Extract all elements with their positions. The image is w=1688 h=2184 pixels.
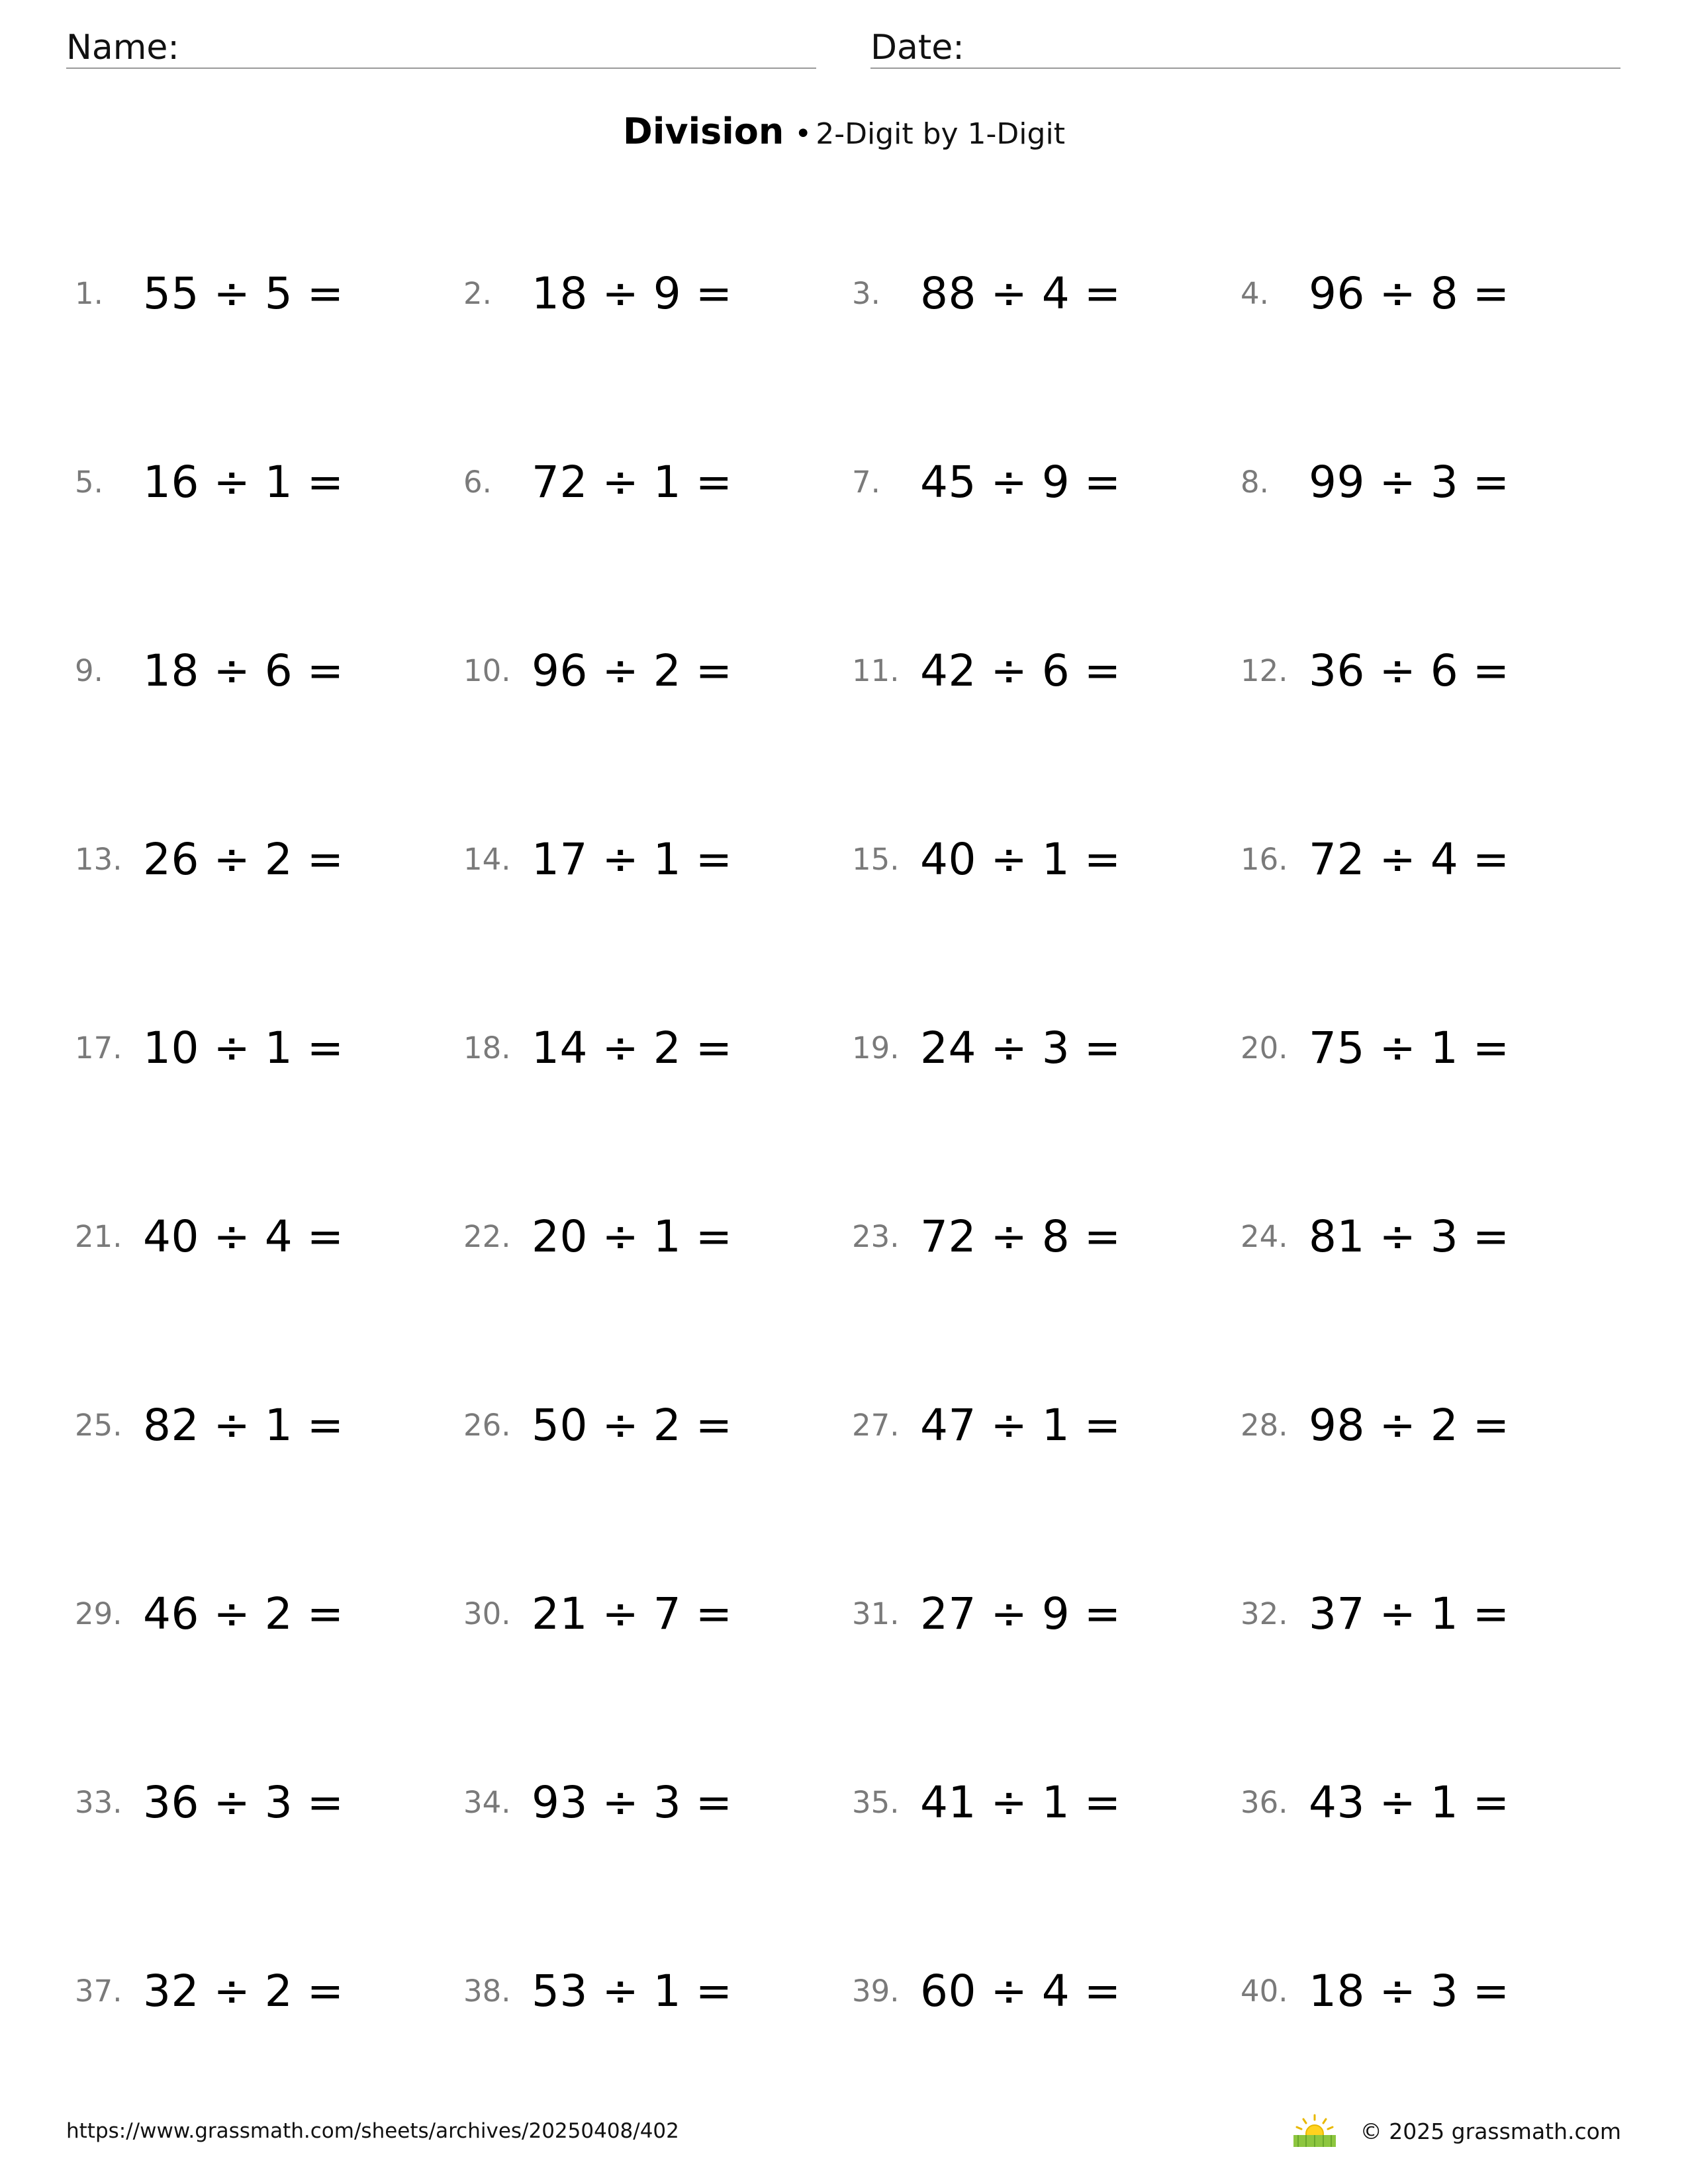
problem-expression: 72 ÷ 4 =: [1309, 833, 1510, 885]
problem-item: [1241, 1565, 1629, 1662]
problem-number: 24.: [1241, 1218, 1288, 1254]
problem-number: 31.: [852, 1596, 900, 1631]
problem-expression: 99 ÷ 3 =: [1309, 456, 1510, 508]
problem-number: 29.: [75, 1596, 122, 1631]
problem-expression: 18 ÷ 6 =: [143, 645, 344, 696]
problem-expression: 82 ÷ 1 =: [143, 1399, 344, 1451]
problem-item: [852, 811, 1241, 907]
problem-expression: 10 ÷ 1 =: [143, 1022, 344, 1073]
problem-expression: 26 ÷ 2 =: [143, 833, 344, 885]
problem-expression: 96 ÷ 8 =: [1309, 267, 1510, 319]
problem-number: 36.: [1241, 1784, 1288, 1820]
problem-item: [1241, 245, 1629, 341]
problem-item: [463, 999, 852, 1096]
name-field[interactable]: [66, 24, 816, 69]
title-subtitle: 2-Digit by 1-Digit: [816, 117, 1065, 151]
problem-item: [852, 433, 1241, 530]
problem-number: 34.: [463, 1784, 511, 1820]
problem-number: 13.: [75, 841, 122, 877]
problem-item: [463, 1754, 852, 1850]
problem-item: [75, 1377, 463, 1473]
problem-expression: 16 ÷ 1 =: [143, 456, 344, 508]
problem-number: 18.: [463, 1030, 511, 1066]
problem-expression: 98 ÷ 2 =: [1309, 1399, 1510, 1451]
problem-expression: 55 ÷ 5 =: [143, 267, 344, 319]
problem-expression: 72 ÷ 8 =: [920, 1210, 1121, 1262]
problem-item: [852, 1942, 1241, 2039]
problem-number: 4.: [1241, 275, 1269, 311]
problem-number: 23.: [852, 1218, 900, 1254]
footer-brand: [1291, 2111, 1621, 2151]
problem-expression: 45 ÷ 9 =: [920, 456, 1121, 508]
problem-expression: 27 ÷ 9 =: [920, 1588, 1121, 1639]
problem-item: [75, 433, 463, 530]
problem-expression: 75 ÷ 1 =: [1309, 1022, 1510, 1073]
problem-expression: 36 ÷ 6 =: [1309, 645, 1510, 696]
problem-number: 12.: [1241, 653, 1288, 688]
problem-number: 14.: [463, 841, 511, 877]
problem-item: [75, 1754, 463, 1850]
problem-number: 27.: [852, 1407, 900, 1443]
problem-number: 6.: [463, 464, 492, 500]
problem-item: [1241, 433, 1629, 530]
problem-expression: 93 ÷ 3 =: [532, 1776, 733, 1828]
problem-number: 21.: [75, 1218, 122, 1254]
problem-number: 25.: [75, 1407, 122, 1443]
problem-number: 38.: [463, 1973, 511, 2009]
problem-item: [75, 1565, 463, 1662]
problem-item: [463, 811, 852, 907]
problem-number: 16.: [1241, 841, 1288, 877]
problem-expression: 96 ÷ 2 =: [532, 645, 733, 696]
name-label: Name:: [66, 28, 179, 68]
problem-item: [852, 1188, 1241, 1285]
problem-item: [1241, 1942, 1629, 2039]
problem-expression: 14 ÷ 2 =: [532, 1022, 733, 1073]
problem-item: [75, 811, 463, 907]
problem-expression: 46 ÷ 2 =: [143, 1588, 344, 1639]
problem-number: 32.: [1241, 1596, 1288, 1631]
problem-expression: 40 ÷ 1 =: [920, 833, 1121, 885]
problem-expression: 40 ÷ 4 =: [143, 1210, 344, 1262]
problem-expression: 72 ÷ 1 =: [532, 456, 733, 508]
problem-expression: 53 ÷ 1 =: [532, 1965, 733, 2017]
problem-number: 15.: [852, 841, 900, 877]
problem-number: 8.: [1241, 464, 1269, 500]
problem-item: [1241, 1754, 1629, 1850]
problem-item: [463, 1188, 852, 1285]
problem-item: [1241, 1377, 1629, 1473]
problem-item: [75, 999, 463, 1096]
problem-expression: 18 ÷ 9 =: [532, 267, 733, 319]
problem-number: 5.: [75, 464, 103, 500]
problem-item: [463, 433, 852, 530]
worksheet-title: [0, 109, 1688, 155]
problem-expression: 42 ÷ 6 =: [920, 645, 1121, 696]
problem-item: [1241, 1188, 1629, 1285]
problem-number: 39.: [852, 1973, 900, 2009]
problem-item: [852, 1754, 1241, 1850]
problem-item: [75, 1188, 463, 1285]
problem-expression: 60 ÷ 4 =: [920, 1965, 1121, 2017]
problem-item: [852, 622, 1241, 719]
problem-item: [75, 245, 463, 341]
problem-number: 26.: [463, 1407, 511, 1443]
problem-item: [1241, 811, 1629, 907]
problem-number: 9.: [75, 653, 103, 688]
problem-item: [463, 1942, 852, 2039]
problem-item: [852, 999, 1241, 1096]
problem-expression: 81 ÷ 3 =: [1309, 1210, 1510, 1262]
problem-expression: 21 ÷ 7 =: [532, 1588, 733, 1639]
problem-number: 40.: [1241, 1973, 1288, 2009]
problem-expression: 20 ÷ 1 =: [532, 1210, 733, 1262]
problem-number: 1.: [75, 275, 103, 311]
problem-number: 35.: [852, 1784, 900, 1820]
problem-item: [1241, 622, 1629, 719]
problem-number: 37.: [75, 1973, 122, 2009]
problem-expression: 41 ÷ 1 =: [920, 1776, 1121, 1828]
problem-number: 11.: [852, 653, 900, 688]
problem-expression: 18 ÷ 3 =: [1309, 1965, 1510, 2017]
problem-grid: [75, 245, 1624, 2138]
problem-expression: 24 ÷ 3 =: [920, 1022, 1121, 1073]
problem-number: 19.: [852, 1030, 900, 1066]
problem-item: [463, 1565, 852, 1662]
problem-expression: 43 ÷ 1 =: [1309, 1776, 1510, 1828]
problem-number: 2.: [463, 275, 492, 311]
problem-expression: 47 ÷ 1 =: [920, 1399, 1121, 1451]
problem-number: 30.: [463, 1596, 511, 1631]
problem-number: 17.: [75, 1030, 122, 1066]
sun-over-grass-icon: [1291, 2114, 1338, 2148]
copyright: © 2025 grassmath.com: [1360, 2118, 1621, 2144]
problem-item: [852, 1377, 1241, 1473]
date-field[interactable]: [870, 24, 1620, 69]
problem-number: 22.: [463, 1218, 511, 1254]
problem-expression: 36 ÷ 3 =: [143, 1776, 344, 1828]
problem-number: 3.: [852, 275, 880, 311]
problem-item: [1241, 999, 1629, 1096]
problem-item: [852, 245, 1241, 341]
problem-item: [463, 245, 852, 341]
problem-item: [852, 1565, 1241, 1662]
problem-expression: 50 ÷ 2 =: [532, 1399, 733, 1451]
problem-number: 7.: [852, 464, 880, 500]
problem-expression: 17 ÷ 1 =: [532, 833, 733, 885]
problem-number: 20.: [1241, 1030, 1288, 1066]
problem-expression: 37 ÷ 1 =: [1309, 1588, 1510, 1639]
problem-item: [463, 622, 852, 719]
problem-expression: 88 ÷ 4 =: [920, 267, 1121, 319]
title-separator: •: [794, 117, 812, 151]
problem-item: [463, 1377, 852, 1473]
problem-number: 10.: [463, 653, 511, 688]
problem-number: 28.: [1241, 1407, 1288, 1443]
problem-number: 33.: [75, 1784, 122, 1820]
date-label: Date:: [870, 28, 964, 68]
footer-url[interactable]: https://www.grassmath.com/sheets/archives/20250408/402: [66, 2119, 679, 2143]
problem-item: [75, 622, 463, 719]
problem-item: [75, 1942, 463, 2039]
title-main: Division: [623, 111, 784, 152]
problem-expression: 32 ÷ 2 =: [143, 1965, 344, 2017]
